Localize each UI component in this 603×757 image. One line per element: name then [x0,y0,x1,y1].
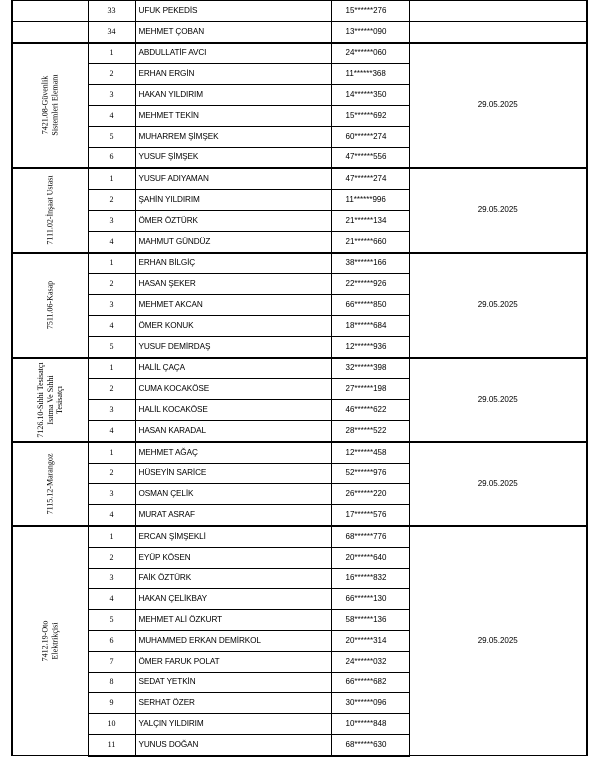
candidate-name: ERHAN ERGİN [135,64,331,85]
row-number: 5 [88,126,135,147]
candidate-name: MUHAMMED ERKAN DEMİRKOL [135,630,331,651]
row-number: 4 [88,589,135,610]
candidate-name: MEHMET ÇOBAN [135,21,331,42]
exam-date: 29.05.2025 [409,442,587,526]
row-number: 11 [88,734,135,755]
exam-date: 29.05.2025 [409,358,587,442]
row-number: 9 [88,693,135,714]
masked-id-number: 24******060 [331,43,409,64]
exam-date: 29.05.2025 [409,253,587,358]
occupation-title: 7412.19-Oto Elektrikçisi [40,620,60,662]
row-number: 1 [88,43,135,64]
masked-id-number: 66******130 [331,589,409,610]
candidate-name: YALÇIN YILDIRIM [135,714,331,735]
row-number: 3 [88,568,135,589]
candidate-name: HASAN ŞEKER [135,274,331,295]
row-number: 3 [88,484,135,505]
candidate-name: YUSUF ADIYAMAN [135,168,331,189]
row-number: 6 [88,630,135,651]
candidate-name: CUMA KOCAKÖSE [135,379,331,400]
candidate-name: EYÜP KÖSEN [135,547,331,568]
masked-id-number: 12******458 [331,442,409,463]
candidate-name: FAİK ÖZTÜRK [135,568,331,589]
masked-id-number: 60******274 [331,126,409,147]
row-number: 2 [88,463,135,484]
row-number: 4 [88,315,135,336]
candidate-name: MUHARREM ŞİMŞEK [135,126,331,147]
occupation-title: 7111.02-İnşaat Ustası [45,175,55,246]
candidate-name: YUSUF DEMİRDAŞ [135,336,331,357]
table-row [12,526,587,547]
occupation-cell [12,168,88,252]
candidate-name: MEHMET ALİ ÖZKURT [135,610,331,631]
candidate-name: MAHMUT GÜNDÜZ [135,231,331,252]
row-number: 3 [88,295,135,316]
row-number: 1 [88,442,135,463]
row-number: 3 [88,400,135,421]
masked-id-number: 66******850 [331,295,409,316]
row-number: 7 [88,651,135,672]
table-row [12,1,587,22]
masked-id-number: 16******832 [331,568,409,589]
table-row [12,21,587,42]
table-row [12,442,587,463]
masked-id-number: 38******166 [331,253,409,274]
masked-id-number: 11******368 [331,64,409,85]
candidate-name: MEHMET AKCAN [135,295,331,316]
exam-date: 29.05.2025 [409,168,587,252]
masked-id-number: 30******096 [331,693,409,714]
row-number: 5 [88,336,135,357]
candidate-name: ABDULLATİF AVCI [135,43,331,64]
row-number: 2 [88,379,135,400]
candidate-name: ÖMER ÖZTÜRK [135,210,331,231]
row-number: 1 [88,253,135,274]
masked-id-number: 11******996 [331,190,409,211]
occupation-title: 7126.10-Sıhhi Tesisatçı Isıtma Ve Sıhhi Tesisatçı [36,362,64,438]
candidate-name: MEHMET TEKİN [135,105,331,126]
masked-id-number: 22******926 [331,274,409,295]
masked-id-number: 20******314 [331,630,409,651]
candidate-name: OSMAN ÇELİK [135,484,331,505]
candidate-name: YUNUS DOĞAN [135,734,331,755]
row-number: 4 [88,105,135,126]
masked-id-number: 15******692 [331,105,409,126]
table-row [12,253,587,274]
row-number: 2 [88,190,135,211]
masked-id-number: 26******220 [331,484,409,505]
candidate-name: HALİL ÇAÇA [135,358,331,379]
row-number: 10 [88,714,135,735]
masked-id-number: 46******622 [331,400,409,421]
candidate-name: MEHMET AĞAÇ [135,442,331,463]
masked-id-number: 68******776 [331,526,409,547]
masked-id-number: 12******936 [331,336,409,357]
candidate-name: HALİL KOCAKÖSE [135,400,331,421]
masked-id-number: 47******274 [331,168,409,189]
row-number: 34 [88,21,135,42]
occupation-cell [12,442,88,526]
masked-id-number: 24******032 [331,651,409,672]
masked-id-number: 15******276 [331,1,409,22]
masked-id-number: 10******848 [331,714,409,735]
occupation-cell [12,526,88,756]
masked-id-number: 21******134 [331,210,409,231]
row-number: 2 [88,274,135,295]
row-number: 1 [88,526,135,547]
masked-id-number: 66******682 [331,672,409,693]
candidate-name: UFUK PEKEDİS [135,1,331,22]
row-number: 3 [88,210,135,231]
candidate-name: ÖMER KONUK [135,315,331,336]
masked-id-number: 68******630 [331,734,409,755]
occupation-cell [12,1,88,22]
masked-id-number: 58******136 [331,610,409,631]
row-number: 3 [88,85,135,106]
table-row [12,358,587,379]
row-number: 33 [88,1,135,22]
candidate-name: MURAT ASRAF [135,505,331,526]
occupation-cell [12,21,88,42]
row-number: 4 [88,505,135,526]
occupation-cell [12,253,88,358]
candidate-name: ERCAN ŞİMŞEKLİ [135,526,331,547]
row-number: 2 [88,64,135,85]
row-number: 4 [88,420,135,441]
occupation-cell [12,358,88,442]
table-row [12,43,587,64]
masked-id-number: 14******350 [331,85,409,106]
masked-id-number: 27******198 [331,379,409,400]
candidate-name: HAKAN ÇELİKBAY [135,589,331,610]
row-number: 5 [88,610,135,631]
candidate-name: ÖMER FARUK POLAT [135,651,331,672]
masked-id-number: 13******090 [331,21,409,42]
masked-id-number: 17******576 [331,505,409,526]
row-number: 2 [88,547,135,568]
candidate-list-document [11,0,586,757]
exam-date: 29.05.2025 [409,43,587,169]
candidate-name: YUSUF ŞİMŞEK [135,147,331,168]
candidate-name: ERHAN BİLGİÇ [135,253,331,274]
masked-id-number: 32******398 [331,358,409,379]
masked-id-number: 21******660 [331,231,409,252]
occupation-title: 7511.06-Kasap [45,280,55,330]
masked-id-number: 28******522 [331,420,409,441]
masked-id-number: 18******684 [331,315,409,336]
table-row [12,168,587,189]
row-number: 6 [88,147,135,168]
candidate-name: SEDAT YETKİN [135,672,331,693]
candidate-name: SERHAT ÖZER [135,693,331,714]
row-number: 4 [88,231,135,252]
exam-date: 29.05.2025 [409,526,587,756]
candidate-name: HÜSEYİN SARİCE [135,463,331,484]
masked-id-number: 47******556 [331,147,409,168]
masked-id-number: 52******976 [331,463,409,484]
row-number: 1 [88,358,135,379]
occupation-title: 7115.12-Marangoz [45,453,55,515]
candidate-name: HASAN KARADAL [135,420,331,441]
masked-id-number: 20******640 [331,547,409,568]
candidate-table [11,0,588,757]
exam-date-cell [409,1,587,22]
row-number: 1 [88,168,135,189]
row-number: 8 [88,672,135,693]
exam-date-cell [409,21,587,42]
occupation-cell [12,43,88,169]
occupation-title: 7421.08-Güvenlik Sistemleri Elemanı [40,74,60,137]
candidate-name: ŞAHİN YILDIRIM [135,190,331,211]
candidate-name: HAKAN YILDIRIM [135,85,331,106]
